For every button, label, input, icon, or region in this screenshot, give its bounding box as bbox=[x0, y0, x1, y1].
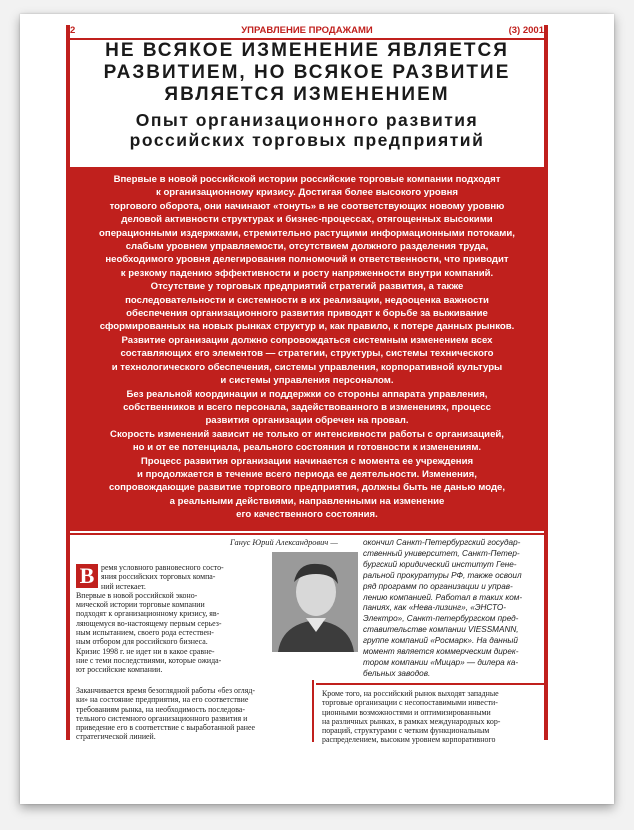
lead-line: Отсутствие у торговых предприятий стратегий развития, а также bbox=[150, 281, 464, 293]
lead-line: но и от ее потенциала, реального состояния и готовности к изменениям. bbox=[132, 442, 482, 454]
body-line: ки» на состояние предприятия, на его соответствие bbox=[76, 695, 249, 705]
lead-line: необходимого уровня делегирования полномочий и ответственности, что приводит bbox=[105, 254, 509, 266]
page-number: 2 bbox=[70, 25, 76, 36]
body-line: подходят к организационному кризису, яв- bbox=[76, 609, 220, 619]
body-line: Кризис 1998 г. не идет ни в какое сравне- bbox=[76, 646, 215, 656]
lead-line: к организационному кризису. Достигая более высокого уровня bbox=[155, 187, 459, 199]
divider-rule bbox=[70, 529, 544, 531]
column-divider bbox=[312, 680, 314, 742]
lead-line: деловой активности структурах и бизнес-процессах, отягощенных высокими bbox=[121, 214, 493, 226]
author-photo bbox=[272, 552, 358, 652]
bio-line: ставительстве компании VIESSMANN, bbox=[363, 625, 519, 635]
column-top-rule bbox=[316, 683, 544, 685]
body-line: тельного системного организационного развития и bbox=[76, 713, 248, 723]
bio-line: бургский юридический институт Гене- bbox=[363, 559, 517, 569]
body-line: пораций, структурами с четким функциональным bbox=[322, 726, 490, 736]
bio-line: лению компанией. Работал в таких ком- bbox=[363, 592, 523, 602]
lead-line: слабым уровнем управляемости, отсутствием должного разделения труда, bbox=[125, 241, 489, 253]
body-line: ние с теми последствиями, которые ожида- bbox=[76, 655, 222, 665]
title-line: НЕ ВСЯКОЕ ИЗМЕНЕНИЕ ЯВЛЯЕТСЯ bbox=[105, 40, 509, 61]
body-line: на различных рынках, в рамках международных кор- bbox=[322, 716, 501, 726]
lead-line: обеспечения организационного развития приводят к борьбе за выживание bbox=[126, 308, 488, 320]
lead-line: Скорость изменений зависит не только от интенсивности работы с организацией, bbox=[110, 428, 504, 440]
body-line: мической истории торговые компании bbox=[76, 600, 205, 610]
lead-line: составляющих его элементов — стратегии, структуры, системы технического bbox=[120, 348, 494, 360]
body-line: распределением, высоким уровнем корпоративного bbox=[322, 735, 496, 745]
body-line: приведение его в соответствие с выработанной ранее bbox=[76, 723, 256, 733]
lead-line: торгового оборота, они начинают «тонуть» в не соответствующих новому уровню bbox=[109, 200, 505, 212]
bio-line: ряд программ по организации и управ- bbox=[363, 581, 513, 591]
lead-line: операционными издержками, стремительно растущими информационными потоками, bbox=[99, 227, 515, 239]
subtitle-line: российских торговых предприятий bbox=[129, 130, 485, 150]
bio-line: тором компании «Мицар» — дилера ка- bbox=[363, 657, 519, 667]
lead-line: последовательности и системности в их реализации, недооценка важности bbox=[125, 294, 489, 306]
section-title: УПРАВЛЕНИЕ ПРОДАЖАМИ bbox=[241, 25, 373, 36]
portrait-image bbox=[272, 552, 358, 652]
bio-line: группе компаний «Росмарк». На данный bbox=[363, 636, 518, 646]
body-line: ным испытанием, своего рода естествен- bbox=[76, 628, 214, 638]
lead-line: и технологического обеспечения, системы управления, корпоративной культуры bbox=[111, 361, 503, 373]
lead-box bbox=[70, 164, 544, 529]
lead-line: сформированных на новых рынках структур и, как правило, к потере данных рынков. bbox=[99, 321, 515, 333]
lead-line: Процесс развития организации начинается с момента ее учреждения bbox=[140, 455, 474, 467]
bio-line: бельных заводов. bbox=[363, 668, 431, 678]
lead-line: и продолжается в течение всего периода ее деятельности. Изменения, bbox=[137, 468, 477, 480]
bio-line: ральной прокуратуры РФ, также освоил bbox=[363, 570, 522, 580]
title-line: РАЗВИТИЕМ, НО ВСЯКОЕ РАЗВИТИЕ bbox=[103, 62, 511, 83]
lead-line: сопровождающие развитие торгового предприятия, должны быть не данью моде, bbox=[108, 482, 506, 494]
lead-line: собственников и всего персонала, задействованного в изменениях, процесс bbox=[123, 401, 491, 413]
body-line: яния российских торговых компа- bbox=[101, 572, 216, 582]
right-red-frame bbox=[544, 25, 548, 740]
article-column-left-continued bbox=[76, 686, 308, 742]
lead-line: Развитие организации должно сопровождаться системным изменением всех bbox=[121, 334, 493, 346]
lead-line: а реальными действиями, направленными на изменение bbox=[169, 495, 445, 507]
bio-line: момент является коммерческим дирек- bbox=[363, 647, 519, 657]
body-line: ремя условного равновесного состо- bbox=[101, 563, 224, 572]
body-line: ний истекает. bbox=[101, 581, 146, 591]
bio-line: ственный университет, Санкт-Петер- bbox=[363, 548, 520, 558]
body-line: стратегической линией. bbox=[76, 732, 156, 742]
lead-line: его качественного состояния. bbox=[236, 509, 378, 521]
author-name: Ганус Юрий Александрович — bbox=[230, 538, 338, 547]
author-bio bbox=[363, 538, 541, 680]
article-column-right bbox=[322, 689, 542, 745]
bio-line: паниях, как «Нева-лизинг», «ЭНСТО- bbox=[363, 603, 506, 613]
title-line: ЯВЛЯЕТСЯ ИЗМЕНЕНИЕМ bbox=[164, 84, 450, 105]
body-line: требованиям рынка, на необходимость последова- bbox=[76, 704, 246, 714]
article-heading bbox=[70, 40, 544, 150]
article-column-left bbox=[76, 563, 270, 675]
body-line: торговые организации с несопоставимыми инвести- bbox=[322, 698, 498, 708]
lead-line: и системы управления персоналом. bbox=[220, 375, 394, 387]
body-line: ляющемуся во-настоящему первым серьез- bbox=[76, 618, 222, 628]
lead-line: к резкому падению эффективности и росту напряженности внутри компаний. bbox=[120, 267, 494, 279]
bio-line: окончил Санкт-Петербургский государ- bbox=[363, 538, 521, 547]
issue-number: (3) 2001 bbox=[508, 25, 544, 36]
body-line: Заканчивается время безоглядной работы «без огляд- bbox=[76, 686, 255, 695]
running-header bbox=[70, 24, 544, 40]
divider-rule bbox=[70, 533, 544, 535]
lead-text bbox=[80, 173, 534, 522]
lead-line: развития организации обречен на провал. bbox=[205, 415, 409, 427]
bio-line: Электро», Санкт-петербургском пред- bbox=[363, 614, 519, 624]
body-line: Впервые в новой российской эконо- bbox=[76, 590, 198, 600]
subtitle-line: Опыт организационного развития bbox=[135, 110, 479, 130]
body-line: ют российские компании. bbox=[76, 665, 163, 675]
body-line: Кроме того, на российский рынок выходят западные bbox=[322, 689, 499, 698]
drop-cap: В bbox=[76, 564, 98, 588]
lead-line: Впервые в новой российской истории российские торговые компании подходят bbox=[113, 174, 501, 185]
body-line: ционными возможностями и оптимизированными bbox=[322, 707, 491, 717]
lead-line: Без реальной координации и поддержки со стороны аппарата управления, bbox=[126, 388, 488, 400]
body-line: ным отбором для российского бизнеса. bbox=[76, 637, 208, 647]
